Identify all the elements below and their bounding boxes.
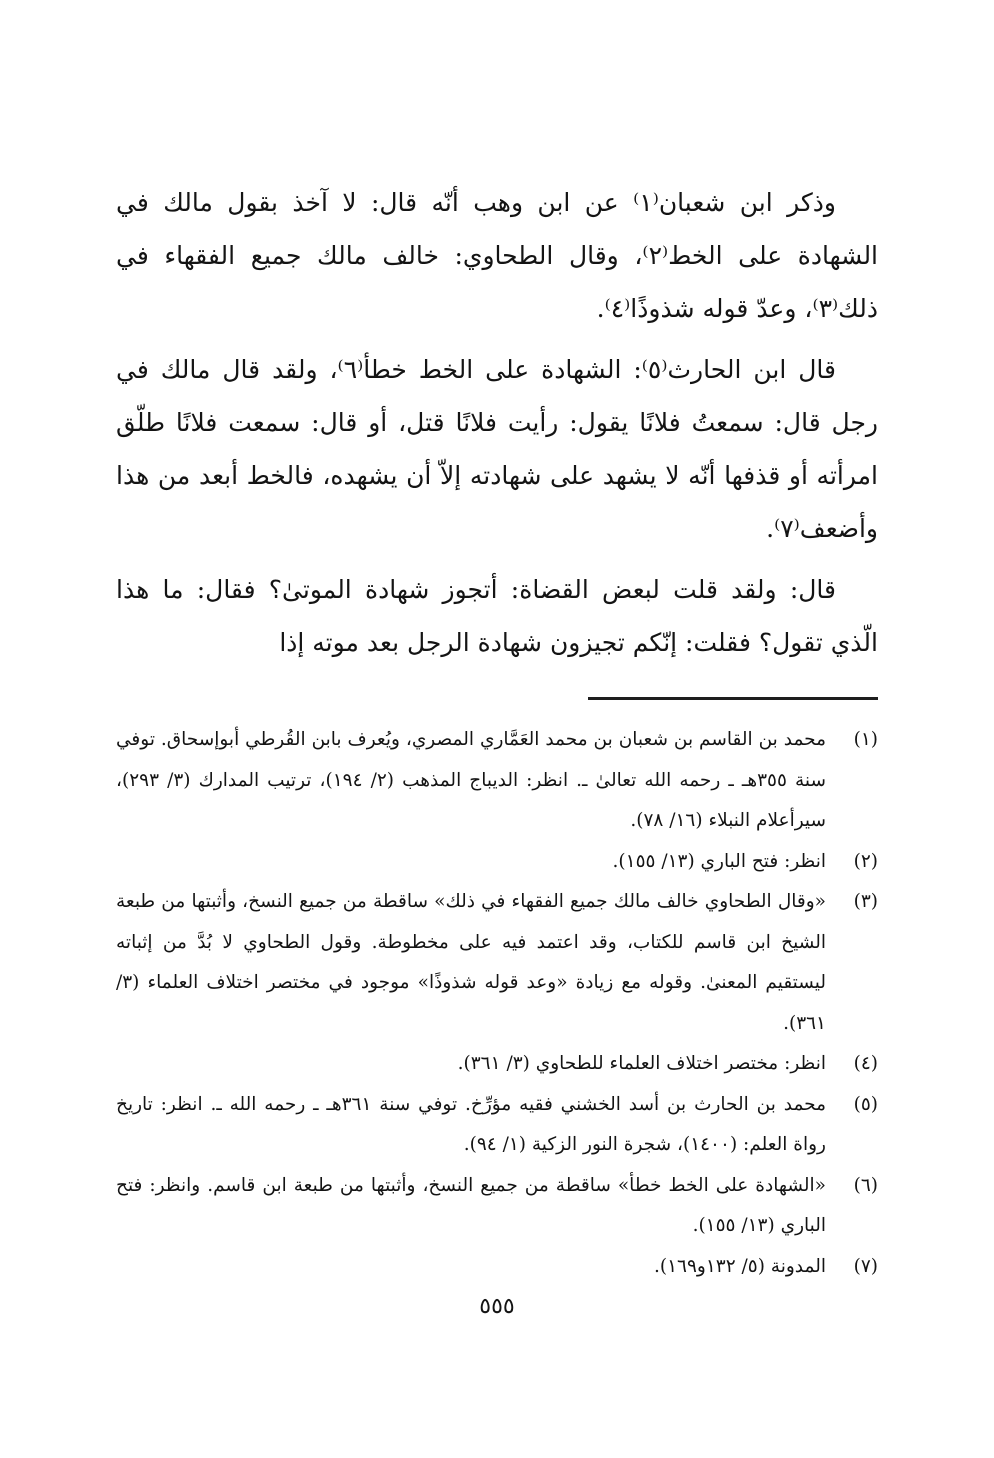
footnote-number: (٦): [853, 1174, 878, 1196]
footnote-number: (٢): [853, 850, 878, 872]
footnote-text: «الشهادة على الخط خطأ» ساقطة من جميع النسخ، وأثبتها من طبعة ابن قاسم. وانظر: فتح الباري (١٣/ ١٥٥).: [116, 1174, 826, 1236]
footnote: [116, 882, 878, 1044]
footnote: [116, 1166, 878, 1247]
footnote: [116, 842, 878, 883]
footnote-text: انظر: فتح الباري (١٣/ ١٥٥).: [612, 850, 826, 872]
footnote: [116, 1247, 878, 1288]
paragraph: قال: ولقد قلت لبعض القضاة: أتجوز شهادة الموتىٰ؟ فقال: ما هذا الّذي تقول؟ فقلت: إنّكم تجيزون شهادة الرجل بعد موته إذا: [116, 575, 878, 657]
footnote-number: (٣): [853, 891, 878, 912]
footnote-number: (٤): [853, 1053, 878, 1074]
main-text: [116, 176, 878, 677]
paragraph: وذكر ابن شعبان⁽١⁾ عن ابن وهب أنّه قال: لا آخذ بقول مالك في الشهادة على الخط⁽٢⁾، وقال الطحاوي: خالف مالك جميع الفقهاء في ذلك⁽٣⁾، وعدّ قوله شذوذًا⁽٤⁾.: [116, 188, 879, 323]
footnote: [116, 1044, 878, 1085]
footnote-text: المدونة (٥/ ١٣٢و١٦٩).: [653, 1255, 826, 1277]
footnote-text: محمد بن القاسم بن شعبان بن محمد العَمَّاري المصري، ويُعرف بابن القُرطي أبوإسحاق. توفي سنة ٣٥٥هـ ـ رحمه الله تعالىٰ ـ. انظر: الديباج المذهب (٢/ ١٩٤)، ترتيب المدارك (٣/ ٢٩٣)، سيرأعلام النبلاء (١٦/ ٧٨).: [116, 729, 826, 831]
footnotes: [116, 720, 878, 1287]
footnote-text: «وقال الطحاوي خالف مالك جميع الفقهاء في ذلك» ساقطة من جميع النسخ، وأثبتها من طبعة الشيخ ابن قاسم للكتاب، وقد اعتمد فيه على مخطوطة. وقول الطحاوي لا بُدَّ من إثباته ليستقيم المعنىٰ. وقوله مع زيادة «وعد قوله شذوذًا» موجود في مختصر اختلاف العلماء (٣/ ٣٦١).: [116, 891, 826, 1034]
footnote-number: (٥): [853, 1093, 878, 1115]
footnote-text: انظر: مختصر اختلاف العلماء للطحاوي (٣/ ٣٦١).: [457, 1053, 826, 1074]
footnote-text: محمد بن الحارث بن أسد الخشني فقيه مؤرِّخ. توفي سنة ٣٦١هـ ـ رحمه الله ـ. انظر: تاريخ رواة العلم: (١٤٠٠)، شجرة النور الزكية (١/ ٩٤).: [116, 1093, 826, 1155]
footnote: [116, 1085, 878, 1166]
paragraph: قال ابن الحارث⁽٥⁾: الشهادة على الخط خطأ⁽٦⁾، ولقد قال مالك في رجل قال: سمعتُ فلانًا يقول: رأيت فلانًا قتل، أو قال: سمعت فلانًا طلّق امرأته أو قذفها أنّه لا يشهد على شهادته إلاّ أن يشهده، فالخط أبعد من هذا وأضعف⁽٧⁾.: [116, 355, 878, 543]
footnote-separator: [588, 697, 878, 700]
footnote-number: (١): [853, 729, 878, 750]
footnote-number: (٧): [853, 1255, 878, 1277]
footnote: [116, 720, 878, 842]
page-number: ٥٥٥: [479, 1294, 515, 1319]
